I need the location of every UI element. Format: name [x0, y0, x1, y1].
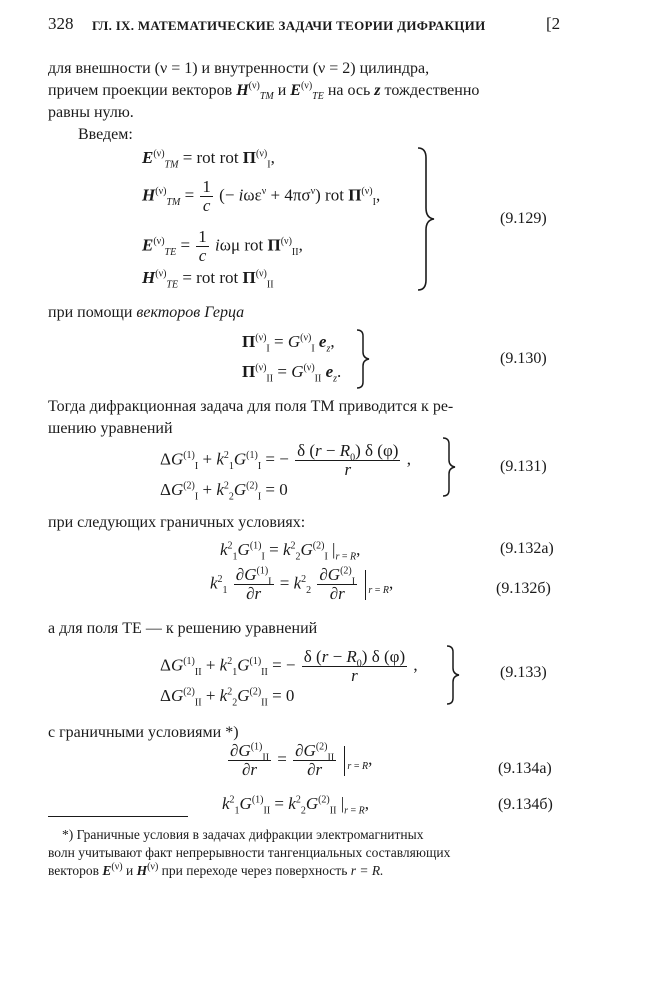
section-mark: [2 [546, 14, 561, 33]
eqnum-9-133: (9.133) [500, 664, 547, 681]
introduce-label: Введем: [78, 126, 133, 143]
eqnum-9-130: (9.130) [500, 350, 547, 367]
eq-9-134b: $k^2_1G^{(1)}_{II} = k^2_2G^{(2)}_{II}$ $|_{r = R}$, [222, 794, 369, 817]
page-number: 328 [48, 14, 74, 33]
eqnum-9-132a: (9.132а) [500, 540, 554, 557]
te-intro: а для поля TE — к решению уравнений [48, 620, 318, 637]
paragraph-intro [48, 58, 560, 124]
tm-paragraph [48, 396, 560, 440]
eqnum-9-131: (9.131) [500, 458, 547, 475]
bc-te-intro: с граничными условиями *) [48, 724, 239, 741]
footnote-line-1: *) Граничные условия в задачах дифракции электромагнитных [62, 827, 424, 842]
eq-9-129-line-3: $E^{(\nu)}_{TE}$ = $\frac{1}{c}$ iωμ rot $\Pi^{(\nu)}_{II}$, [142, 227, 303, 265]
eq-9-129-line-4: $H^{(\nu)}_{TE}$ = rot rot $\Pi^{(\nu)}_{II}$ [142, 268, 274, 291]
footnote-rule [48, 816, 188, 817]
brace-9-133 [444, 644, 464, 706]
brace-9-129 [414, 146, 438, 292]
eq-9-129-line-1: $E^{(\nu)}_{TM}$ = rot rot $\Pi^{(\nu)}_I$, [142, 148, 275, 171]
intro-line-3: равны нулю. [48, 104, 134, 121]
eqnum-9-134a: (9.134а) [498, 760, 552, 777]
bc-intro: при следующих граничных условиях: [48, 514, 306, 531]
footnote-line-2: волн учитывают факт непрерывности тангенциальных составляющих [48, 845, 451, 860]
eq-9-131-line-1: $\Delta G^{(1)}_I + k^2_1G^{(1)}_I$ = − $\frac{\delta (r - R_0) \delta (\varphi)}{r}$ , [160, 441, 411, 479]
eq-9-131-line-2: $\Delta G^{(2)}_I + k^2_2G^{(2)}_I = 0$ [160, 480, 288, 503]
eqnum-9-132b: (9.132б) [496, 580, 551, 597]
eqnum-9-134b: (9.134б) [498, 796, 553, 813]
eqnum-9-129: (9.129) [500, 210, 547, 227]
running-title: ГЛ. IX. МАТЕМАТИЧЕСКИЕ ЗАДАЧИ ТЕОРИИ ДИФРАКЦИИ [92, 18, 486, 33]
eq-9-130-line-1: $\Pi^{(\nu)}_I = G^{(\nu)}_I$ $e_z$, [242, 332, 335, 355]
tm-line-1: Тогда дифракционная задача для поля TM приводится к ре- [48, 398, 454, 415]
hertz-term: векторов Герца [136, 304, 245, 321]
eq-9-133-line-1: $\Delta G^{(1)}_{II} + k^2_1G^{(1)}_{II}$ = − $\frac{\delta (r - R_0) \delta (\varphi)}{r}$ , [160, 647, 418, 685]
eq-9-132b: $k^2_1$ $\frac{\partial G^{(1)}_I}{\partial r}$ = $k^2_2$ $\frac{\partial G^{(2)}_I}{\partial r}$ $_{r = R}$, [210, 565, 394, 603]
eq-9-129-line-2: $H^{(\nu)}_{TM}$ = $\frac{1}{c}$ (− $i\omega\varepsilon^\nu + 4\pi\sigma^\nu$) rot $\Pi^{(\nu)}_I$, [142, 177, 381, 215]
intro-line-2: причем проекции векторов $H^{(\nu)}_{TM}$ и $E^{(\nu)}_{TE}$ на ось z тождественно [48, 80, 480, 103]
eq-9-132a: $k^2_1G^{(1)}_I = k^2_2G^{(2)}_I$ $|_{r = R}$, [220, 540, 361, 563]
eq-9-134a: $\frac{\partial G^{(1)}_{II}}{\partial r}$ = $\frac{\partial G^{(2)}_{II}}{\partial r}$ $_{r = R}$, [230, 741, 373, 779]
brace-9-131 [440, 436, 460, 498]
eq-9-133-line-2: $\Delta G^{(2)}_{II} + k^2_2G^{(2)}_{II} = 0$ [160, 686, 295, 709]
page-header [0, 14, 652, 44]
tm-line-2: шению уравнений [48, 420, 173, 437]
intro-line-1: для внешности (ν = 1) и внутренности (ν = 2) цилиндра, [48, 60, 430, 77]
eq-9-130-line-2: $\Pi^{(\nu)}_{II} = G^{(\nu)}_{II}$ $e_z$. [242, 362, 342, 385]
footnote-line-3: векторов $E^{(\nu)}$ и $H^{(\nu)}$ при переходе через поверхность r = R. [48, 861, 384, 878]
hertz-intro: при помощи векторов Герца [48, 304, 245, 321]
footnote [48, 826, 560, 880]
brace-9-130 [354, 328, 374, 390]
